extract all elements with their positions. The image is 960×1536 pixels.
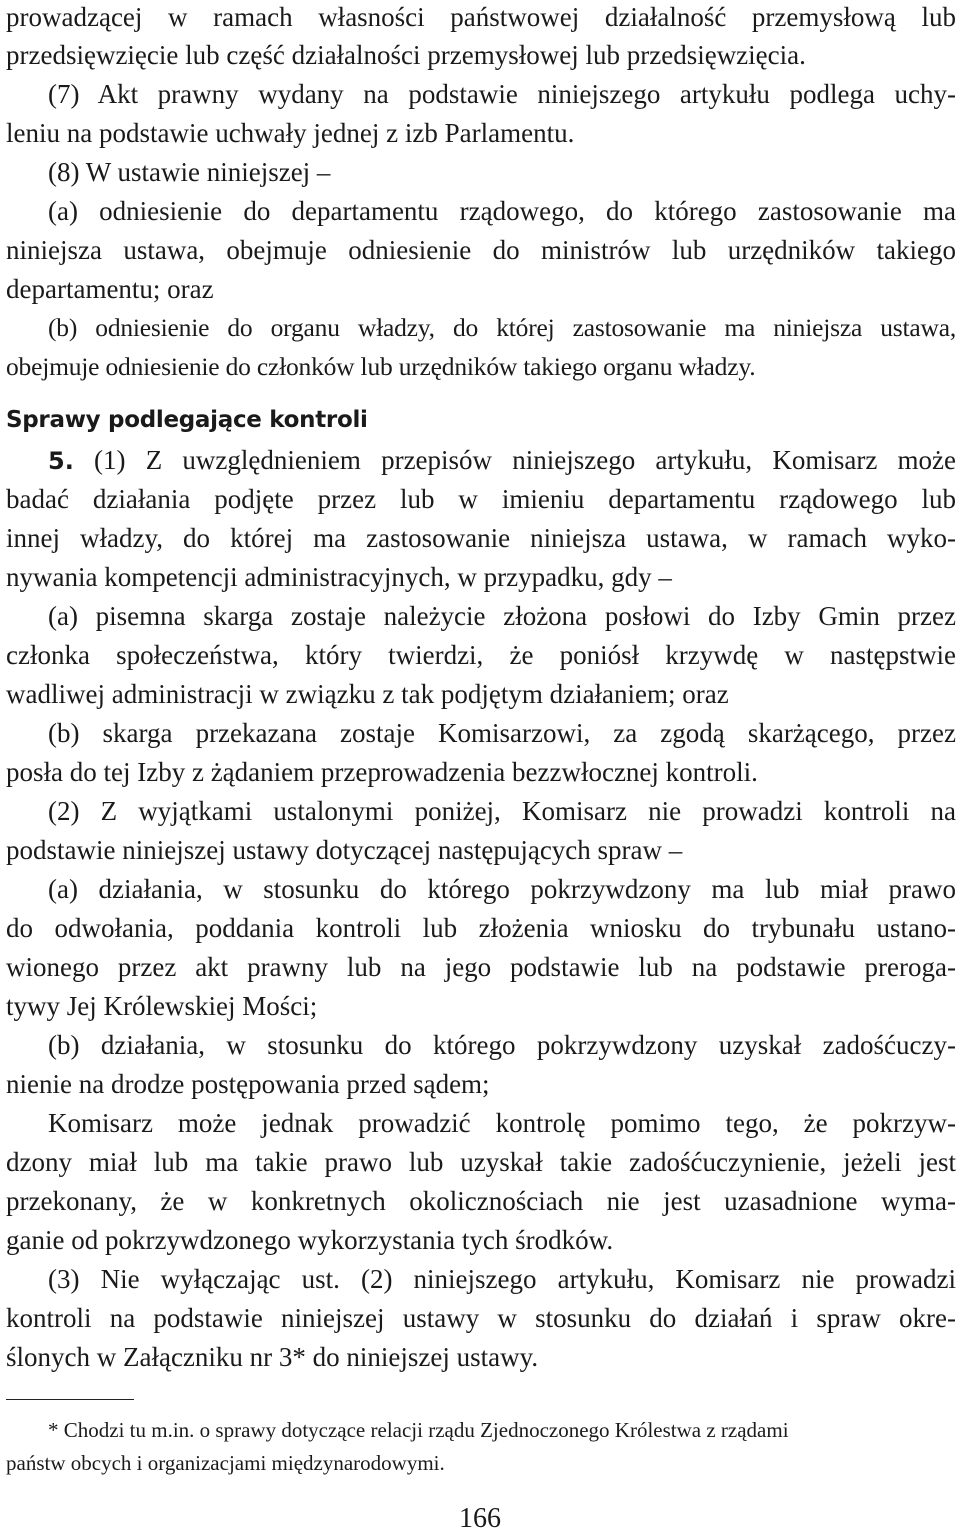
text-line: przekonany, że w konkretnych okolicznościach nie jest uzasadnione wyma- xyxy=(6,1186,956,1216)
text-line: badać działania podjęte przez lub w imieniu departamentu rządowego lub xyxy=(6,484,956,514)
text-line: przedsięwzięcie lub część działalności przemysłowej lub przedsięwzięcia. xyxy=(6,40,806,70)
text-line: Komisarz może jednak prowadzić kontrolę pomimo tego, że pokrzyw- xyxy=(48,1108,956,1138)
article-first-line xyxy=(6,443,956,477)
section-heading: Sprawy podlegające kontroli xyxy=(6,407,368,433)
article-first-line-text: (1) Z uwzględnieniem przepisów niniejszego artykułu, Komisarz może xyxy=(94,445,957,475)
text-line: tywy Jej Królewskiej Mości; xyxy=(6,991,318,1021)
text-line: leniu na podstawie uchwały jednej z izb Parlamentu. xyxy=(6,118,575,148)
text-line: (b) odniesienie do organu władzy, do której zastosowanie ma niniejsza ustawa, xyxy=(48,313,956,342)
text-line: ganie od pokrzywdzonego wykorzystania tych środków. xyxy=(6,1225,614,1255)
text-line: obejmuje odniesienie do członków lub urzędników takiego organu władzy. xyxy=(6,352,756,381)
text-line: innej władzy, do której ma zastosowanie niniejsza ustawa, w ramach wyko- xyxy=(6,523,956,553)
text-line: (b) działania, w stosunku do którego pokrzywdzony uzyskał zadośćuczy- xyxy=(48,1030,956,1060)
text-line: (7) Akt prawny wydany na podstawie niniejszego artykułu podlega uchy- xyxy=(48,79,956,109)
text-line: ślonych w Załączniku nr 3* do niniejszej ustawy. xyxy=(6,1342,539,1372)
text-line: (a) pisemna skarga zostaje należycie złożona posłowi do Izby Gmin przez xyxy=(48,601,956,631)
footnote-line: * Chodzi tu m.in. o sprawy dotyczące relacji rządu Zjednoczonego Królestwa z rządami xyxy=(48,1418,789,1442)
text-line: do odwołania, poddania kontroli lub złożenia wniosku do trybunału ustano- xyxy=(6,913,956,943)
text-line: nywania kompetencji administracyjnych, w przypadku, gdy – xyxy=(6,562,672,592)
text-line: departamentu; oraz xyxy=(6,274,214,304)
text-line: nienie na drodze postępowania przed sądem; xyxy=(6,1069,490,1099)
footnote-line: państw obcych i organizacjami międzynarodowymi. xyxy=(6,1451,445,1475)
text-line: (2) Z wyjątkami ustalonymi poniżej, Komisarz nie prowadzi kontroli na xyxy=(48,796,956,826)
text-line: podstawie niniejszej ustawy dotyczącej następujących spraw – xyxy=(6,835,683,865)
text-line: posła do tej Izby z żądaniem przeprowadzenia bezzwłocznej kontroli. xyxy=(6,757,758,787)
text-line: (a) odniesienie do departamentu rządowego, do którego zastosowanie ma xyxy=(48,196,956,226)
text-line: niniejsza ustawa, obejmuje odniesienie do ministrów lub urzędników takiego xyxy=(6,235,956,265)
text-line: (3) Nie wyłączając ust. (2) niniejszego artykułu, Komisarz nie prowadzi xyxy=(48,1264,956,1294)
text-line: kontroli na podstawie niniejszej ustawy w stosunku do działań i spraw okre- xyxy=(6,1303,956,1333)
footnote-separator xyxy=(6,1399,134,1400)
article-number: 5. xyxy=(48,447,74,475)
text-line: (a) działania, w stosunku do którego pokrzywdzony ma lub miał prawo xyxy=(48,874,956,904)
text-line: (8) W ustawie niniejszej – xyxy=(48,157,331,187)
text-line: członka społeczeństwa, który twierdzi, że poniósł krzywdę w następstwie xyxy=(6,640,956,670)
text-line: wadliwej administracji w związku z tak podjętym działaniem; oraz xyxy=(6,679,729,709)
text-line: (b) skarga przekazana zostaje Komisarzowi, za zgodą skarżącego, przez xyxy=(48,718,956,748)
text-line: wionego przez akt prawny lub na jego podstawie lub na podstawie preroga- xyxy=(6,952,956,982)
page-number: 166 xyxy=(459,1503,501,1534)
text-line: prowadzącej w ramach własności państwowej działalność przemysłową lub xyxy=(6,2,956,32)
text-line: dzony miał lub ma takie prawo lub uzyskał takie zadośćuczynienie, jeżeli jest xyxy=(6,1147,956,1177)
